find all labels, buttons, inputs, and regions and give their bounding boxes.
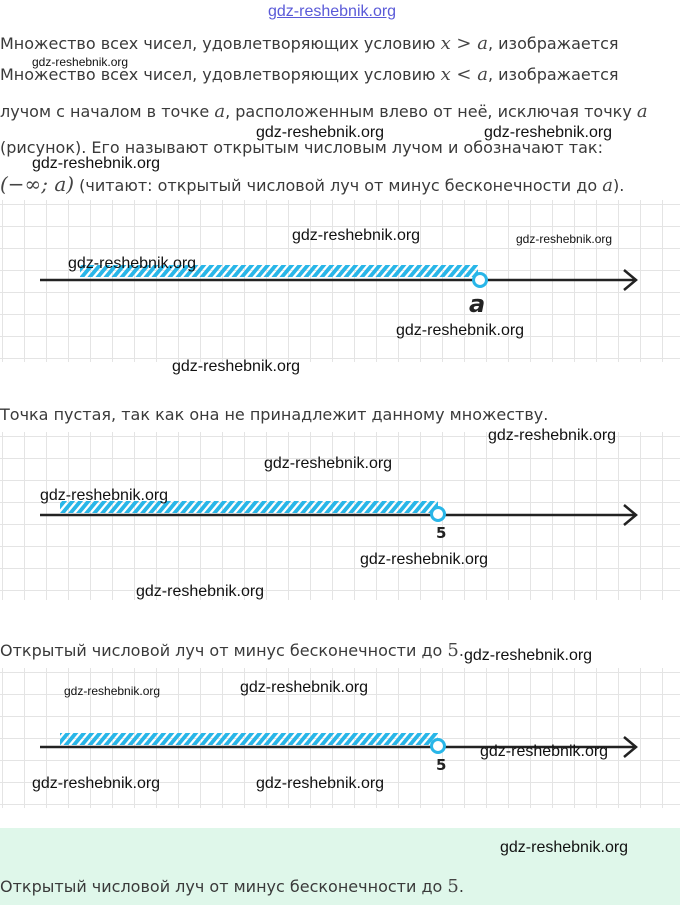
watermark: gdz-reshebnik.org [68, 255, 197, 272]
intro-line-3-math-a: a [214, 101, 226, 122]
point-label: 5 [436, 756, 447, 774]
intro-line-5-math-end: a [602, 175, 613, 196]
answer-text [0, 876, 464, 897]
intro-line-1-text: Множество всех чисел, удовлетворяющих условию [0, 34, 436, 53]
watermark: gdz-reshebnik.org [500, 839, 629, 856]
watermark: gdz-reshebnik.org [488, 427, 617, 444]
open-point [432, 740, 445, 753]
intro-line-5 [0, 172, 624, 196]
answer-end: . [458, 877, 464, 896]
open-point [432, 508, 445, 521]
watermark: gdz-reshebnik.org [40, 487, 169, 504]
watermark: gdz-reshebnik.org [484, 124, 613, 141]
intro-line-5-text: (читают: открытый числовой луч от минус бесконечности до [79, 176, 598, 195]
watermark: gdz-reshebnik.org [240, 679, 369, 696]
intro-line-1-math: x > a [440, 33, 488, 54]
intro-line-5-math: (−∞; a) [0, 172, 75, 196]
intro-line-2-text: Множество всех чисел, удовлетворяющих условию [0, 65, 436, 84]
point-label: 5 [436, 524, 447, 542]
watermark: gdz-reshebnik.org [516, 232, 613, 246]
watermark: gdz-reshebnik.org [360, 551, 489, 568]
watermark: gdz-reshebnik.org [32, 775, 161, 792]
sentence-1-text: Открытый числовой луч от минус бесконечности до [0, 641, 443, 660]
note-text: Точка пустая, так как она не принадлежит данному множеству. [0, 405, 549, 424]
intro-line-1 [0, 33, 618, 54]
intro-line-2 [0, 64, 618, 85]
figure-1 [0, 200, 680, 362]
intro-line-3 [0, 101, 648, 122]
intro-line-3-text: лучом с началом в точке [0, 102, 210, 121]
hatched-region [60, 733, 438, 745]
sentence-1-value: 5 [447, 640, 459, 661]
open-point [474, 274, 487, 287]
intro-line-2-end: , изображается [487, 65, 619, 84]
watermark: gdz-reshebnik.org [32, 55, 129, 69]
watermark: gdz-reshebnik.org [256, 124, 385, 141]
watermark: gdz-reshebnik.org [172, 358, 301, 375]
intro-line-3-mid: , расположенным влево от неё, исключая точку [225, 102, 632, 121]
watermark: gdz-reshebnik.org [464, 647, 593, 664]
sentence-1 [0, 640, 464, 661]
point-label: a [469, 290, 486, 318]
answer-value: 5 [447, 876, 459, 897]
watermark: gdz-reshebnik.org [264, 455, 393, 472]
number-line-1 [0, 200, 680, 362]
watermark: gdz-reshebnik.org [32, 155, 161, 172]
intro-line-3-math-b: a [636, 101, 648, 122]
intro-line-4: (рисунок). Его называют открытым числовым лучом и обозначают так: [0, 138, 603, 157]
intro-line-2-math: x < a [440, 64, 488, 85]
watermark: gdz-reshebnik.org [480, 743, 609, 760]
watermark: gdz-reshebnik.org [136, 583, 265, 600]
intro-line-1-end: , изображается [487, 34, 619, 53]
answer-text-body: Открытый числовой луч от минус бесконечности до [0, 877, 443, 896]
watermark: gdz-reshebnik.org [256, 775, 385, 792]
watermark: gdz-reshebnik.org [292, 227, 421, 244]
watermark: gdz-reshebnik.org [64, 684, 161, 698]
sentence-1-end: . [458, 641, 464, 660]
watermark-top[interactable]: gdz-reshebnik.org [268, 3, 397, 20]
intro-line-5-end: ). [612, 176, 625, 195]
watermark: gdz-reshebnik.org [396, 322, 525, 339]
